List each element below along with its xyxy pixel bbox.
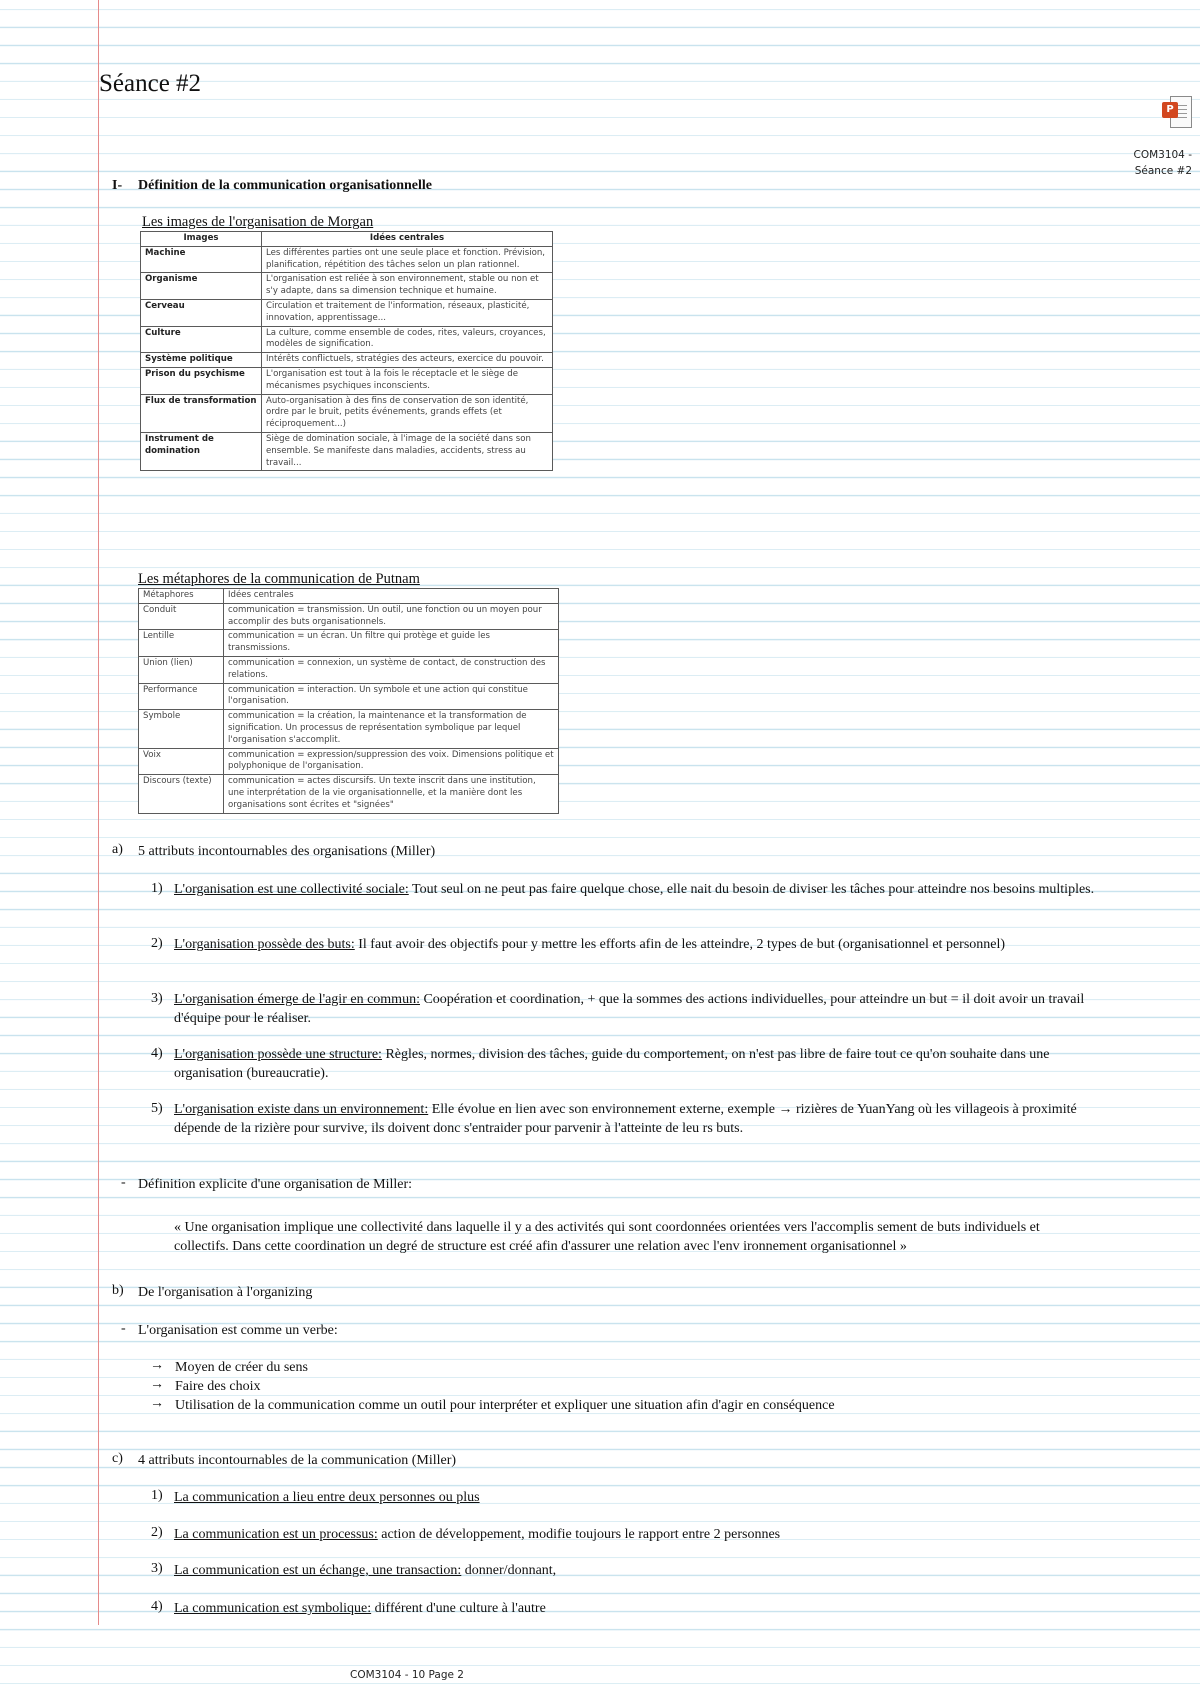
section-b-subheading: L'organisation est comme un verbe: <box>138 1323 338 1338</box>
table-row <box>141 246 553 273</box>
table-cell-label: Union (lien) <box>139 656 224 683</box>
table-row <box>139 656 559 683</box>
table-row <box>139 603 559 630</box>
table-row <box>141 273 553 300</box>
morgan-table-title: Les images de l'organisation de Morgan <box>142 214 374 230</box>
table-cell-label: Instrument de domination <box>141 432 262 470</box>
table-header: Métaphores <box>139 589 224 604</box>
table-row <box>141 394 553 432</box>
table-row <box>141 299 553 326</box>
table-row <box>141 367 553 394</box>
table-cell-description: Auto-organisation à des fins de conservation de son identité, ordre par le bruit, petits événements, grands effets (et réciproquement...) <box>262 394 553 432</box>
table-cell-description: communication = transmission. Un outil, une fonction ou un moyen pour accomplir des buts organisationnels. <box>224 603 559 630</box>
arrow-icon: → <box>150 1358 164 1373</box>
table-row <box>139 683 559 710</box>
list-number: 2) <box>151 1525 163 1540</box>
attachment-label: COM3104 - Séance #2 <box>1133 149 1192 177</box>
table-cell-label: Lentille <box>139 630 224 657</box>
section-a-label: a) <box>112 842 123 857</box>
table-cell-description: communication = la création, la maintenance et la transformation de signification. Un processus de représentation symbolique par lequel l'organisation s'accomplit. <box>224 710 559 748</box>
list-number: 4) <box>151 1599 163 1614</box>
table-cell-label: Organisme <box>141 273 262 300</box>
bullet: - <box>121 1321 126 1336</box>
table-cell-description: communication = un écran. Un filtre qui protège et guide les transmissions. <box>224 630 559 657</box>
list-number: 4) <box>151 1046 163 1061</box>
list-item: Utilisation de la communication comme un outil pour interpréter et expliquer une situation afin d'agir en conséquence <box>175 1398 835 1413</box>
table-row <box>141 353 553 368</box>
list-item: La communication est un processus: action de développement, modifie toujours le rapport entre 2 personnes <box>174 1527 781 1542</box>
putnam-metaphors-table <box>138 588 559 814</box>
table-header: Images <box>141 232 262 247</box>
arrow-icon: → <box>150 1396 164 1411</box>
table-header: Idées centrales <box>224 589 559 604</box>
miller-definition-quote: « Une organisation implique une collectivité dans laquelle il y a des activités qui sont coordonnées orientées vers l'accomplis sement de buts individuels et collectifs. Dans cette coordination un degré de structure est créé afin d'assurer une relation avec l'env ironnement organisationnel » <box>174 1220 1040 1254</box>
list-item: L'organisation possède des buts: Il faut avoir des objectifs pour y mettre les efforts afin de les atteindre, 2 types de but (organisationnel et personnel) <box>174 937 1006 952</box>
table-header: Idées centrales <box>262 232 553 247</box>
table-cell-label: Performance <box>139 683 224 710</box>
table-cell-label: Flux de transformation <box>141 394 262 432</box>
list-item: L'organisation existe dans un environnement: Elle évolue en lien avec son environnement externe, exemple → rizières de YuanYang où les villageois à proximité dépende de la rizière pour survive, ils doivent donc s'entraider pour parvenir à l'atteinte de leu rs buts. <box>174 1102 1077 1136</box>
table-cell-label: Système politique <box>141 353 262 368</box>
table-cell-description: Siège de domination sociale, à l'image de la société dans son ensemble. Se manifeste dans maladies, accidents, stress au travail... <box>262 432 553 470</box>
section-number: I- <box>112 178 123 193</box>
table-row <box>141 432 553 470</box>
putnam-table-title: Les métaphores de la communication de Putnam <box>138 571 420 587</box>
table-cell-description: La culture, comme ensemble de codes, rites, valeurs, croyances, modèles de signification. <box>262 326 553 353</box>
table-row <box>139 630 559 657</box>
list-number: 3) <box>151 1561 163 1576</box>
section-title: Définition de la communication organisationnelle <box>138 178 432 193</box>
table-cell-description: L'organisation est tout à la fois le réceptacle et le siège de mécanismes psychiques inconscients. <box>262 367 553 394</box>
table-cell-description: communication = interaction. Un symbole et une action qui constitue l'organisation. <box>224 683 559 710</box>
table-cell-description: communication = actes discursifs. Un texte inscrit dans une institution, une interprétation de la vie organisationnelle, et la manière dont les organisations sont écrites et "signées" <box>224 775 559 813</box>
list-number: 5) <box>151 1101 163 1116</box>
table-cell-label: Conduit <box>139 603 224 630</box>
margin-line <box>98 0 99 1625</box>
list-item: L'organisation émerge de l'agir en commun: Coopération et coordination, + que la sommes des actions individuelles, pour atteindre un but = il doit avoir un travail d'équipe pour le réaliser. <box>174 992 1085 1026</box>
table-cell-label: Culture <box>141 326 262 353</box>
section-c-label: c) <box>112 1451 123 1466</box>
table-cell-label: Prison du psychisme <box>141 367 262 394</box>
table-cell-description: Circulation et traitement de l'information, réseaux, plasticité, innovation, apprentissage... <box>262 299 553 326</box>
section-c-heading: 4 attributs incontournables de la communication (Miller) <box>138 1453 457 1468</box>
table-cell-label: Discours (texte) <box>139 775 224 813</box>
table-row <box>139 710 559 748</box>
table-cell-description: Intérêts conflictuels, stratégies des acteurs, exercice du pouvoir. <box>262 353 553 368</box>
section-b-label: b) <box>112 1283 124 1298</box>
table-row <box>139 748 559 775</box>
list-item: La communication a lieu entre deux personnes ou plus <box>174 1490 480 1505</box>
list-item: L'organisation est une collectivité sociale: Tout seul on ne peut pas faire quelque chose, elle nait du besoin de diviser les tâches pour atteindre nos besoins multiples. <box>174 882 1095 897</box>
section-a-heading: 5 attributs incontournables des organisations (Miller) <box>138 844 436 859</box>
section-b-heading: De l'organisation à l'organizing <box>138 1285 313 1300</box>
morgan-images-table <box>140 231 553 471</box>
list-number: 2) <box>151 936 163 951</box>
list-item: Faire des choix <box>175 1379 261 1394</box>
table-cell-description: Les différentes parties ont une seule place et fonction. Prévision, planification, répétition des tâches selon un plan rationnel. <box>262 246 553 273</box>
list-item: La communication est un échange, une transaction: donner/donnant, <box>174 1563 557 1578</box>
bullet: - <box>121 1175 126 1190</box>
list-item: L'organisation possède une structure: Règles, normes, division des tâches, guide du comportement, on n'est pas libre de faire tout ce qu'on souhaite dans une organisation (bureaucratie). <box>174 1047 1050 1081</box>
list-number: 1) <box>151 1488 163 1503</box>
table-cell-label: Symbole <box>139 710 224 748</box>
section-heading <box>112 178 432 194</box>
table-cell-label: Voix <box>139 748 224 775</box>
miller-definition-heading: Définition explicite d'une organisation de Miller: <box>138 1177 413 1192</box>
table-cell-description: L'organisation est reliée à son environnement, stable ou non et s'y adapte, dans sa dimension technique et humaine. <box>262 273 553 300</box>
list-item: Moyen de créer du sens <box>175 1360 308 1375</box>
arrow-icon: → <box>150 1377 164 1392</box>
attachment[interactable] <box>1122 96 1192 179</box>
powerpoint-file-icon[interactable]: P <box>1162 96 1192 130</box>
list-number: 3) <box>151 991 163 1006</box>
table-cell-label: Machine <box>141 246 262 273</box>
page-title: Séance #2 <box>99 70 202 97</box>
table-cell-description: communication = expression/suppression des voix. Dimensions politique et polyphonique de l'organisation. <box>224 748 559 775</box>
table-row <box>139 775 559 813</box>
table-row <box>141 326 553 353</box>
table-cell-label: Cerveau <box>141 299 262 326</box>
table-cell-description: communication = connexion, un système de contact, de construction des relations. <box>224 656 559 683</box>
list-item: La communication est symbolique: différent d'une culture à l'autre <box>174 1601 546 1616</box>
list-number: 1) <box>151 881 163 896</box>
page-footer: COM3104 - 10 Page 2 <box>350 1669 464 1681</box>
